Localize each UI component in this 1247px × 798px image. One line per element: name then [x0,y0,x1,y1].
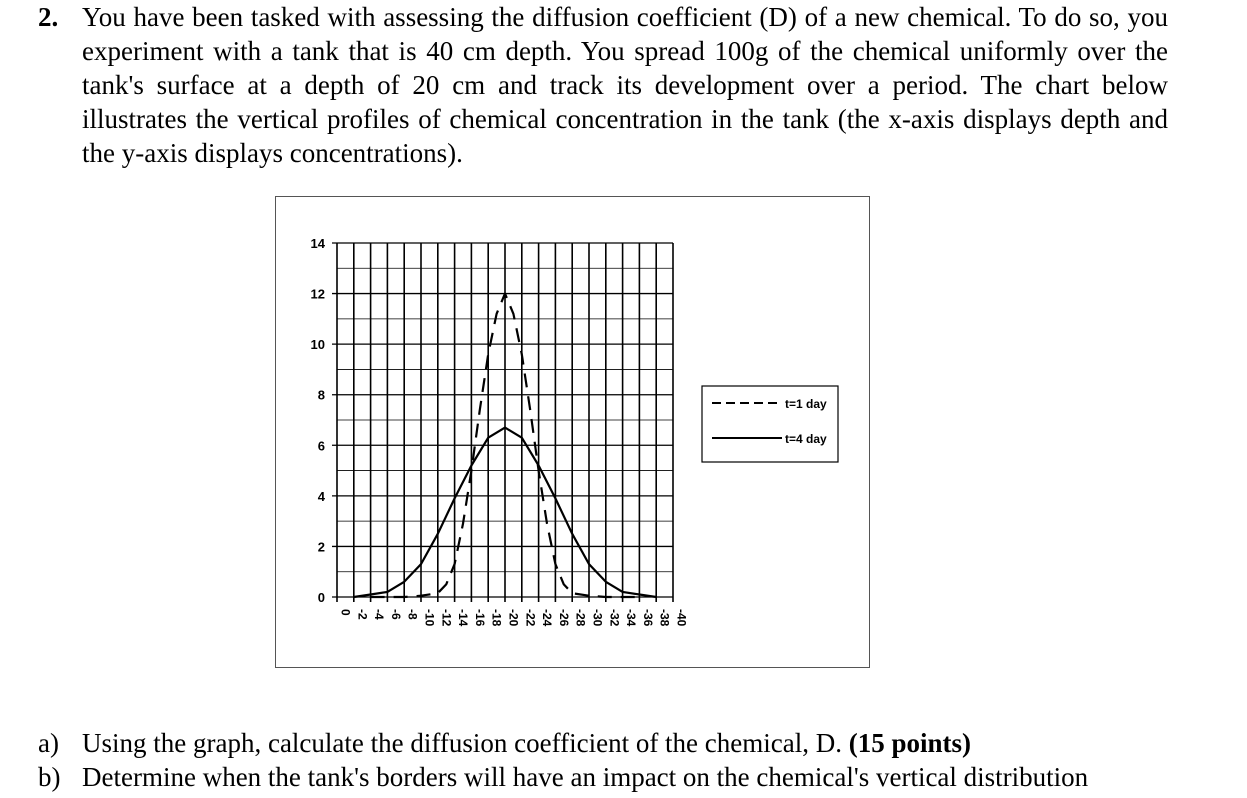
x-tick-label: -4 [372,609,387,620]
part-a-text: Using the graph, calculate the diffusion coefficient of the chemical, D. [82,728,842,758]
x-tick-label: -20 [506,609,521,627]
x-tick-label: -8 [405,609,420,620]
part-b [38,760,1228,794]
y-tick-label: 14 [310,236,325,251]
x-tick-label: -28 [573,609,588,627]
y-tick-label: 2 [317,539,325,555]
y-tick-label: 4 [317,488,325,504]
chart-legend [702,386,838,462]
y-tick-label: 10 [310,337,325,353]
x-tick-label: -14 [456,609,471,627]
part-a-points: (15 points) [848,728,971,758]
x-tick-label: -16 [472,609,487,627]
legend-label-t4: t=4 day [785,432,827,446]
x-tick-label: -2 [355,609,370,620]
x-tick-label: -36 [640,609,655,627]
y-tick-label: 12 [310,286,325,302]
x-tick-label: -24 [540,609,555,627]
part-a [38,726,1228,760]
x-tick-label: -6 [388,609,403,620]
x-tick-label: -40 [674,609,689,627]
part-b-label: b) [38,762,61,792]
y-tick-label: 6 [317,438,325,454]
x-tick-label: -18 [489,609,504,627]
x-tick-label: -38 [657,609,672,627]
question-number: 2. [38,2,59,32]
part-a-text-wrap [82,726,971,760]
x-tick-label: -10 [422,609,437,627]
question-text: You have been tasked with assessing the diffusion coefficient (D) of a new chemical. To do so, you experiment with a tank that is 40 cm depth. You spread 100g of the chemical uniformly over the tank's surface at a depth of 20 cm and track its development over a period. The chart below illustrates the vertical profiles of chemical concentration in the tank (the x-axis displays depth and the y-axis displays concentrations). [82,2,1168,168]
question-parts [38,726,1228,794]
legend-label-t1: t=1 day [785,397,827,411]
concentration-chart-figure [275,196,870,668]
x-tick-label: -30 [590,609,605,627]
x-tick-label: -22 [523,609,538,627]
x-tick-label: -12 [439,609,454,627]
x-tick-label: -34 [624,609,639,627]
y-tick-label: 0 [317,590,325,605]
y-tick-label: 8 [317,387,325,403]
part-b-text: Determine when the tank's borders will have an impact on the chemical's vertical distribution [82,762,1089,792]
concentration-chart [275,196,870,668]
x-tick-label: -26 [556,609,571,627]
x-tick-label: -32 [607,609,622,627]
x-tick-label: 0 [338,609,353,616]
part-a-label: a) [38,728,59,758]
